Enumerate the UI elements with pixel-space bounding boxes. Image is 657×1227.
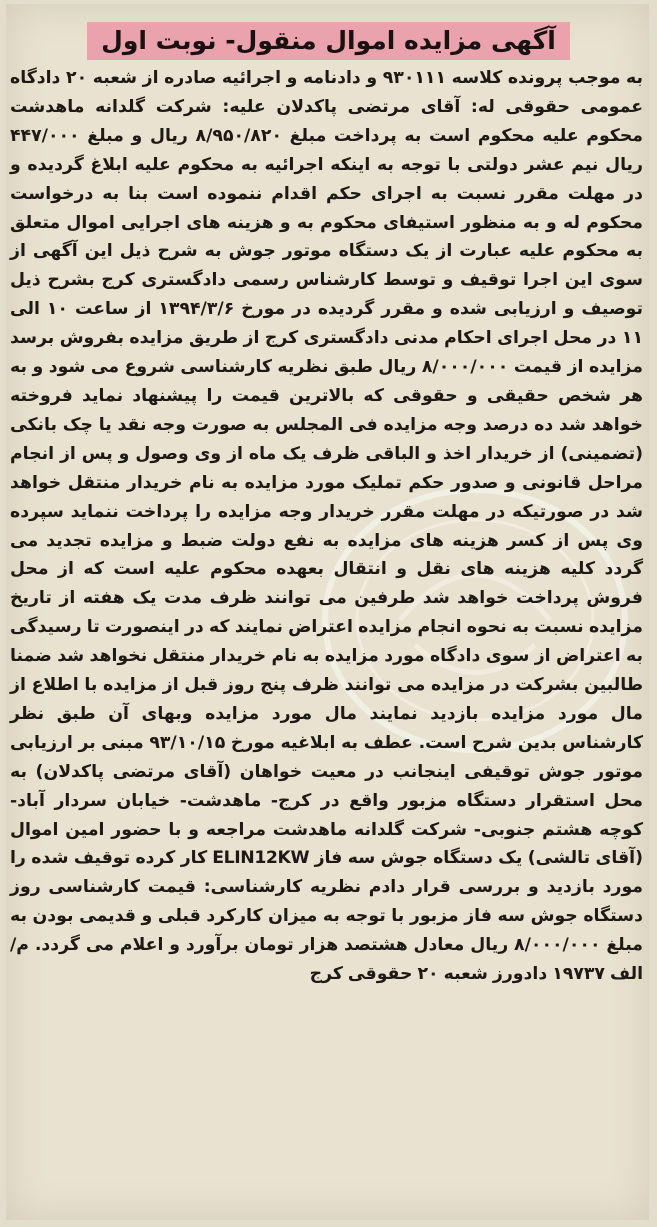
notice-paragraph: به موجب پرونده کلاسه ۹۳۰۱۱۱ و دادنامه و اجرائیه صادره از شعبه ۲۰ دادگاه عمومی حقوقی له: آقای مرتضی پاکدلان علیه: شرکت گلدانه ماهدشت محکوم علیه محکوم است به پرداخت مبلغ ۸/۹۵۰/۸۲۰ ریال و مبلغ ۴۴۷/۰۰۰ ریال نیم عشر دولتی با توجه به اینکه اجرائیه به محکوم علیه ابلاغ گردیده و در مهلت مقرر نسبت به اجرای حکم اقدام ننموده است بنا به درخواست محکوم له و به منظور استیفای محکوم به و هزینه های اجرایی اموال متعلق به محکوم علیه عبارت از یک دستگاه موتور جوش به شرح ذیل این آگهی از سوی این اجرا توقیف و توسط کارشناس رسمی دادگستری کرج بشرح ذیل توصیف و ارزیابی شده و مقرر گردیده در مورخ ۱۳۹۴/۳/۶ از ساعت ۱۰ الی ۱۱ در محل اجرای احکام مدنی دادگستری کرج از طریق مزایده بفروش برسد مزایده از قیمت ۸/۰۰۰/۰۰۰ ریال طبق نظریه کارشناسی شروع می شود و به هر شخص حقیقی و حقوقی که بالاترین قیمت را پیشنهاد نماید فروخته خواهد شد ده درصد وجه مزایده فی المجلس به صورت وجه نقد یا چک بانکی (تضمینی) از خریدار اخذ و الباقی ظرف یک ماه از وی وصول و پس از انجام مراحل قانونی و صدور حکم تملیک مورد مزایده به نام خریدار منتقل خواهد شد در صورتیکه در مهلت مقرر خریدار وجه مزایده را پرداخت ننماید سپرده وی پس از کسر هزینه های مزایده به نفع دولت ضبط و مزایده تجدید می گردد کلیه هزینه های نقل و انتقال بعهده محکوم علیه است که از محل فروش پرداخت خواهد شد طرفین می توانند ظرف مدت یک هفته از تاریخ مزایده نسبت به نحوه انجام مزایده اعتراض نمایند که در اینصورت تا رسیدگی به اعتراض از سوی دادگاه مورد مزایده به نام خریدار منتقل نخواهد شد ضمنا طالبین بشرکت در مزایده می توانند ظرف پنج روز قبل از مزایده با اطلاع از مال مورد مزایده بازدید نمایند مال مورد مزایده وبهای آن طبق نظر کارشناس بدین شرح است. عطف به ابلاغیه مورخ ۹۳/۱۰/۱۵ مبنی بر ارزیابی موتور جوش توقیفی اینجانب در معیت خواهان (آقای مرتضی پاکدلان) به محل استقرار دستگاه مزبور واقع در کرج- ماهدشت- خیابان سردار آباد- کوچه هشتم جنوبی- شرکت گلدانه ماهدشت مراجعه و با حضور امین اموال (آقای تالشی) یک دستگاه جوش سه فاز ELIN12KW کار کرده توقیف شده را مورد بازدید و بررسی قرار دادم نظریه کارشناسی: قیمت کارشناسی روز دستگاه جوش سه فاز مزبور با توجه به میزان کارکرد قبلی و قدیمی بودن به مبلغ ۸/۰۰۰/۰۰۰ ریال معادل هشتصد هزار تومان برآورد و اعلام می گردد. م/ الف ۱۹۷۳۷ دادورز شعبه ۲۰ حقوقی کرج [10,68,644,985]
notice-body [10,64,643,989]
notice-title: آگهی مزایده اموال منقول- نوبت اول [87,22,570,60]
title-container [0,22,657,60]
